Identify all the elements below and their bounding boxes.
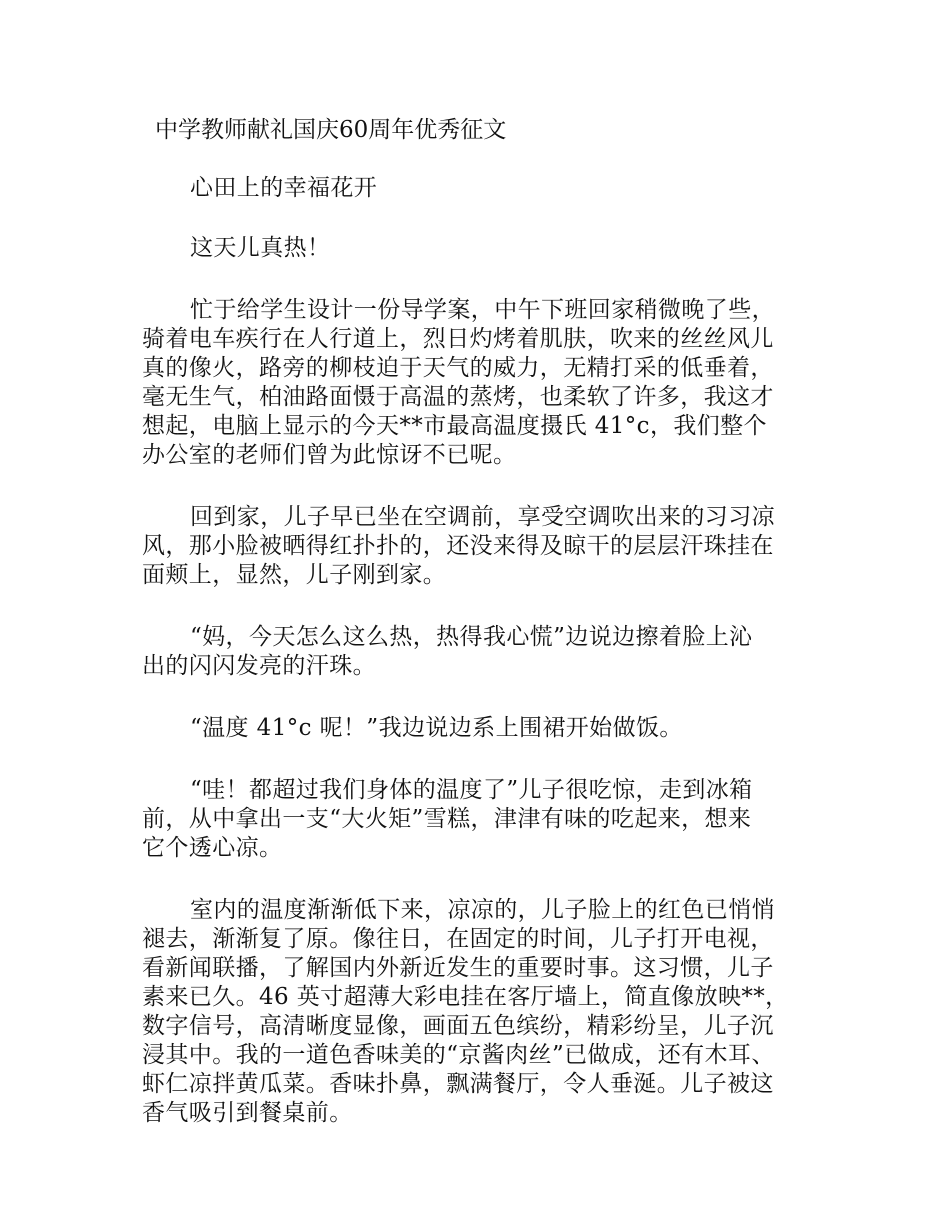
- paragraph-line: 数字信号，高清晰度显像，画面五色缤纷，精彩纷呈，儿子沉: [142, 1013, 774, 1039]
- paragraph-line: 这天儿真热！: [190, 235, 331, 261]
- paragraph-line: 室内的温度渐渐低下来，凉凉的，儿子脸上的红色已悄悄: [190, 897, 775, 923]
- paragraph-line: 浸其中。我的一道色香味美的“京酱肉丝”已做成，还有木耳、: [142, 1042, 775, 1068]
- paragraph-line: 褪去，渐渐复了原。像往日，在固定的时间，儿子打开电视，: [142, 926, 774, 952]
- paragraph-line: 它个透心凉。: [142, 835, 283, 861]
- paragraph-line: 骑着电车疾行在人行道上，烈日灼烤着肌肤，吹来的丝丝风儿: [142, 326, 774, 352]
- paragraph-line: 出的闪闪发亮的汗珠。: [142, 653, 376, 679]
- paragraph-line: 想起，电脑上显示的今天**市最高温度摄氏 41°c，我们整个: [142, 413, 767, 439]
- paragraph-line: 香气吸引到餐桌前。: [142, 1100, 353, 1126]
- paragraph-line: 前，从中拿出一支“大火矩”雪糕，津津有味的吃起来，想来: [142, 806, 752, 832]
- paragraph-line: 素来已久。46 英寸超薄大彩电挂在客厅墙上，简直像放映**，: [142, 984, 789, 1010]
- paragraph-line: 毫无生气，柏油路面慑于高温的蒸烤，也柔软了许多，我这才: [142, 384, 774, 410]
- paragraph-line: “哇！都超过我们身体的温度了”儿子很吃惊，走到冰箱: [190, 777, 753, 803]
- paragraph-line: 风，那小脸被晒得红扑扑的，还没来得及晾干的层层汗珠挂在: [142, 533, 774, 559]
- paragraph-line: 真的像火，路旁的柳枝迫于天气的威力，无精打采的低垂着，: [142, 355, 774, 381]
- paragraph-line: 忙于给学生设计一份导学案，中午下班回家稍微晚了些，: [190, 297, 775, 323]
- paragraph-line: 看新闻联播，了解国内外新近发生的重要时事。这习惯，儿子: [142, 955, 774, 981]
- paragraph-line: “妈，今天怎么这么热，热得我心慌”边说边擦着脸上沁: [190, 624, 753, 650]
- paragraph-line: 虾仁凉拌黄瓜菜。香味扑鼻，飘满餐厅，令人垂涎。儿子被这: [142, 1071, 774, 1097]
- paragraph-line: “温度 41°c 呢！”我边说边系上围裙开始做饭。: [190, 715, 683, 741]
- paragraph-line: 面颊上，显然，儿子刚到家。: [142, 562, 447, 588]
- document-subtitle: 心田上的幸福花开: [190, 175, 378, 201]
- paragraph-line: 回到家，儿子早已坐在空调前，享受空调吹出来的习习凉: [190, 504, 775, 530]
- document-title: 中学教师献礼国庆60周年优秀征文: [155, 117, 507, 143]
- paragraph-line: 办公室的老师们曾为此惊讶不已呢。: [142, 442, 517, 468]
